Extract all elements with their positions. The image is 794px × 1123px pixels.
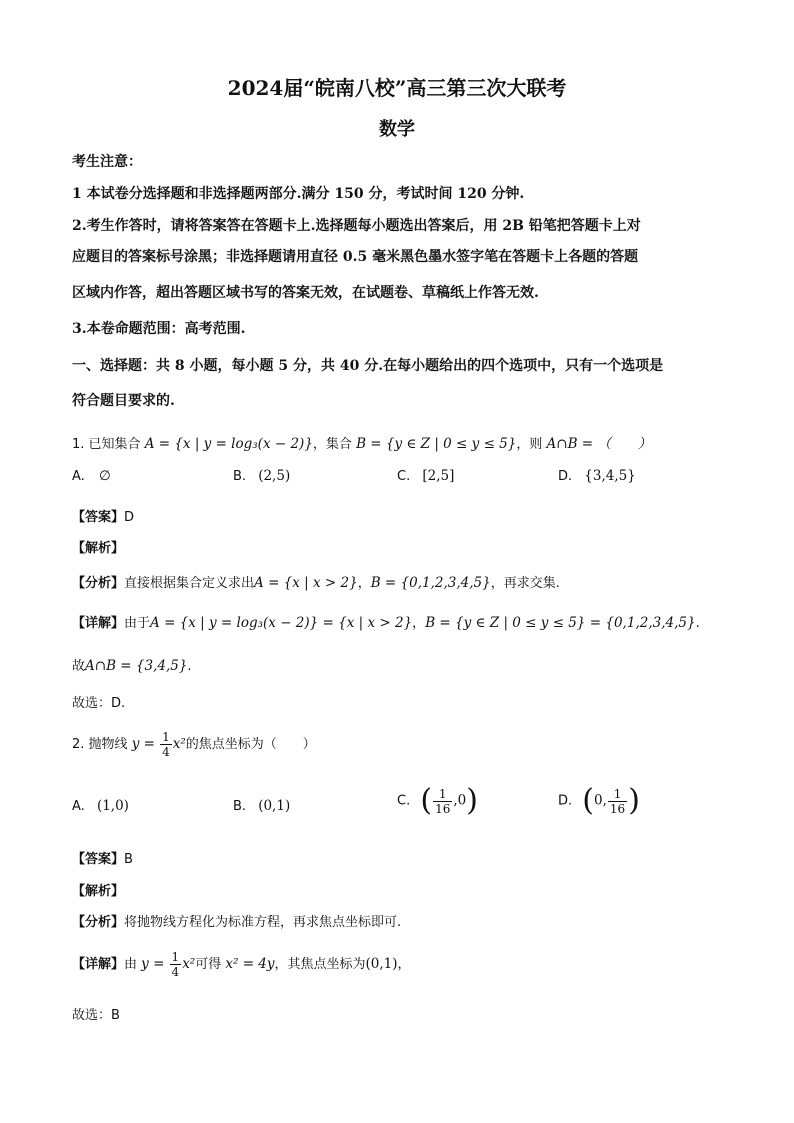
q1-answer-value: D: [124, 510, 135, 525]
q2-option-d-head: 0,: [594, 792, 607, 809]
q1-set-a: A = {x | y = log₃(x − 2)}: [144, 436, 313, 452]
q2-jiexi: [72, 880, 124, 899]
q2-analysis-tag: 【分析】: [72, 915, 125, 930]
q2-option-a: [72, 798, 129, 814]
note-2-line-3: 区域内作答，超出答题区域书写的答案无效，在试题卷、草稿纸上作答无效.: [72, 285, 539, 301]
q1-analysis: [72, 572, 560, 591]
q2-suffix: 的焦点坐标为（ ）: [185, 737, 316, 752]
note-2-line-2: 应题目的答案标号涂黑；非选择题请用直径 0.5 毫米黑色墨水签字笔在答题卡上各题的答题: [72, 249, 639, 265]
q1-detail-math-2: B = {y ∈ Z | 0 ≤ y ≤ 5} = {0,1,2,3,4,5}: [425, 615, 696, 631]
q1-end: ，则: [516, 437, 543, 452]
q2-answer-tag: 【答案】: [72, 852, 125, 867]
q2-detail-den: 4: [171, 965, 180, 979]
q1-analysis-text: 直接根据集合定义求出: [124, 576, 255, 591]
notes-heading: 考生注意：: [72, 154, 142, 170]
q1-detail-math-1: A = {x | y = log₃(x − 2)} = {x | x > 2}: [150, 615, 413, 631]
q2-detail-end: ，: [397, 957, 411, 972]
note-2-line-1: 2.考生作答时，请将答案答在答题卡上.选择题每小题选出答案后，用 2B 铅笔把答题卡上对: [72, 218, 641, 234]
q2-detail-mid: 可得: [195, 957, 222, 972]
q1-detail-end: .: [695, 616, 700, 631]
note-1: 1 本试卷分选择题和非选择题两部分.满分 150 分，考试时间 120 分钟.: [72, 186, 525, 202]
q1-option-c: [397, 468, 454, 484]
q2-analysis-text: 将抛物线方程化为标准方程，再求焦点坐标即可.: [124, 915, 402, 930]
question-2-stem: [72, 730, 316, 759]
q1-conclusion: [72, 655, 192, 674]
q1-analysis-math-2: B = {0,1,2,3,4,5}: [370, 575, 491, 591]
q2-fraction-num: 1: [162, 730, 170, 744]
q2-answer-value: B: [124, 852, 133, 867]
q1-option-b-label: B.: [233, 469, 247, 484]
q2-detail-tag: 【详解】: [72, 957, 125, 972]
q2-option-c-den: 16: [435, 801, 451, 816]
q1-detail-tag: 【详解】: [72, 616, 125, 631]
q2-option-b-label: B.: [233, 799, 247, 814]
q2-option-b: [233, 798, 290, 814]
q1-ask: A∩B = （ ）: [546, 436, 652, 452]
q2-choice: 故选：B: [72, 1008, 120, 1023]
q2-option-c-fraction: [433, 787, 452, 816]
q1-option-b-value: (2,5): [258, 468, 291, 484]
q2-detail-lhs: y =: [141, 956, 165, 972]
q2-option-d-open-paren: (: [582, 783, 595, 818]
q1-answer-tag: 【答案】: [72, 510, 125, 525]
q1-mid: ，集合: [312, 437, 352, 452]
q2-detail: [72, 950, 411, 979]
q1-option-a: [72, 468, 111, 484]
q2-option-c: [397, 783, 478, 818]
q2-detail-eq: x² = 4y: [225, 956, 275, 972]
q1-option-a-label: A.: [72, 469, 85, 484]
q2-option-c-tail: ,0: [453, 792, 467, 809]
q1-jiexi: [72, 537, 124, 556]
q1-answer: [72, 506, 134, 525]
q1-option-d-label: D.: [558, 469, 573, 484]
q2-option-a-value: (1,0): [96, 798, 129, 814]
q2-eq-lhs: y =: [131, 736, 155, 752]
q2-option-d-num: 1: [608, 787, 627, 802]
exam-title: 2024届“皖南八校”高三第三次大联考: [227, 76, 567, 100]
q1-detail-text: 由于: [124, 616, 151, 631]
q2-option-d-den: 16: [609, 801, 626, 816]
q2-detail-focus: (0,1): [365, 956, 398, 972]
q1-detail: [72, 612, 700, 631]
q1-analysis-sep: ，: [357, 576, 371, 591]
q2-analysis: [72, 911, 401, 930]
q2-option-c-label: C.: [397, 793, 411, 809]
q2-detail-fraction: [170, 950, 182, 979]
note-3: 3.本卷命题范围：高考范围.: [72, 321, 246, 337]
section-heading-line-2: 符合题目要求的.: [72, 393, 175, 409]
question-1-stem: [72, 432, 651, 452]
q2-option-d: [558, 783, 640, 818]
q1-jiexi-tag: 【解析】: [72, 541, 125, 556]
q2-answer: [72, 848, 133, 867]
q1-conclusion-text: 故: [72, 659, 86, 674]
q1-conclusion-end: .: [187, 659, 192, 674]
section-heading-line-1: 一、选择题：共 8 小题，每小题 5 分，共 40 分.在每小题给出的四个选项中，只有一个选项是: [72, 358, 664, 374]
q1-analysis-tag: 【分析】: [72, 576, 125, 591]
q1-set-b: B = {y ∈ Z | 0 ≤ y ≤ 5}: [356, 436, 517, 452]
q1-prefix: 1. 已知集合: [72, 437, 141, 452]
q1-option-b: [233, 468, 290, 484]
q1-choice: 故选：D.: [72, 696, 126, 711]
q1-option-c-label: C.: [397, 469, 411, 484]
q2-option-d-fraction: [608, 787, 627, 816]
q2-fraction-den: 4: [162, 745, 170, 759]
q1-option-d-value: {3,4,5}: [584, 468, 636, 484]
q2-fraction: [160, 730, 172, 759]
q2-prefix: 2. 抛物线: [72, 737, 128, 752]
q2-option-b-value: (0,1): [258, 798, 291, 814]
q1-detail-sep: ，: [412, 616, 426, 631]
subject-title: 数学: [379, 119, 415, 140]
q2-detail-mid2: ，其焦点坐标为: [274, 957, 366, 972]
q2-detail-rhs: x²: [182, 956, 196, 972]
q1-conclusion-math: A∩B = {3,4,5}: [85, 658, 188, 674]
q2-option-d-label: D.: [558, 793, 573, 809]
q2-option-d-close-paren: ): [628, 783, 640, 818]
q2-option-c-num: 1: [433, 787, 452, 802]
q1-option-c-value: [2,5]: [422, 468, 455, 484]
q1-option-a-value: ∅: [98, 468, 111, 484]
q2-detail-num: 1: [171, 950, 180, 964]
q2-option-c-close-paren: ): [466, 783, 478, 818]
q2-eq-rhs: x²: [172, 736, 186, 752]
q2-jiexi-tag: 【解析】: [72, 884, 125, 899]
q2-option-c-open-paren: (: [420, 783, 433, 818]
q1-option-d: [558, 468, 636, 484]
q2-option-a-label: A.: [72, 799, 85, 814]
q2-detail-pre: 由: [124, 957, 138, 972]
q1-analysis-end: ，再求交集.: [490, 576, 560, 591]
q1-analysis-math-1: A = {x | x > 2}: [254, 575, 358, 591]
